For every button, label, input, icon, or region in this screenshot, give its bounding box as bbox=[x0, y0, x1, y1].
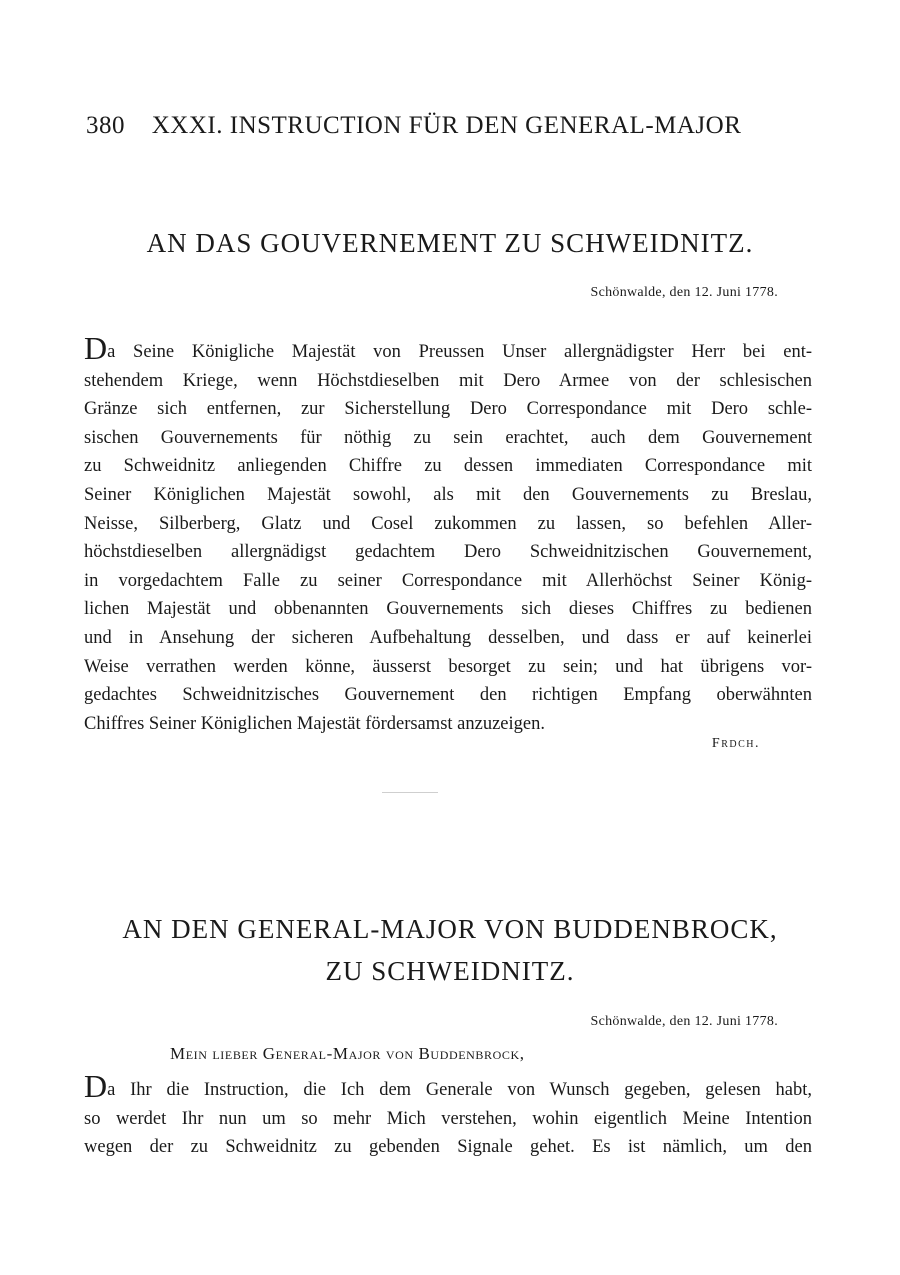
body-line: Gränze sich entfernen, zur Sicherstellung Dero Correspondance mit Dero schle- bbox=[84, 399, 812, 420]
body-line: stehendem Kriege, wenn Höchstdieselben mit Dero Armee von der schlesischen bbox=[84, 370, 812, 391]
body-line: sischen Gouvernements für nöthig zu sein erachtet, auch dem Gouvernement bbox=[84, 427, 812, 448]
body-line: zu Schweidnitz anliegenden Chiffre zu dessen immediaten Correspondance mit bbox=[84, 456, 812, 477]
section2-heading-line1: AN DEN GENERAL-MAJOR VON BUDDENBROCK, bbox=[122, 914, 778, 944]
section2-body bbox=[84, 1068, 812, 1162]
body-line: Da Ihr die Instruction, die Ich dem Generale von Wunsch gegeben, gelesen habt, bbox=[84, 1068, 812, 1104]
salutation: Mein lieber General-Major von Buddenbrock, bbox=[170, 1044, 525, 1063]
body-line: Da Seine Königliche Majestät von Preussen Unser allergnädigster Herr bei ent- bbox=[84, 330, 812, 366]
body-line: in vorgedachtem Falle zu seiner Correspondance mit Allerhöchst Seiner König- bbox=[84, 570, 812, 591]
section1-heading: AN DAS GOUVERNEMENT ZU SCHWEIDNITZ. bbox=[146, 228, 754, 258]
section2-dateline: Schönwalde, den 12. Juni 1778. bbox=[590, 1014, 778, 1029]
body-line: Neisse, Silberberg, Glatz und Cosel zukommen zu lassen, so befehlen Aller- bbox=[84, 513, 812, 534]
body-line: gedachtes Schweidnitzisches Gouvernement den richtigen Empfang oberwähnten bbox=[84, 685, 812, 706]
drop-cap: D bbox=[84, 1068, 108, 1104]
body-line: lichen Majestät und obbenannten Gouvernements sich dieses Chiffres zu bedienen bbox=[84, 599, 812, 620]
drop-cap: D bbox=[84, 330, 108, 366]
running-head bbox=[86, 112, 806, 140]
running-head-title: XXXI. INSTRUCTION FÜR DEN GENERAL-MAJOR bbox=[151, 112, 742, 139]
section1-body bbox=[84, 330, 812, 738]
page-number: 380 bbox=[86, 112, 125, 139]
body-line: Chiffres Seiner Königlichen Majestät fördersamst anzuzeigen. bbox=[84, 713, 545, 734]
body-line: so werdet Ihr nun um so mehr Mich verstehen, wohin eigentlich Meine Intention bbox=[84, 1108, 812, 1129]
section2-heading-line2: ZU SCHWEIDNITZ. bbox=[325, 956, 575, 986]
body-line: Weise verrathen werden könne, äusserst besorget zu sein; und hat übrigens vor- bbox=[84, 656, 812, 677]
section1-dateline: Schönwalde, den 12. Juni 1778. bbox=[590, 285, 778, 300]
body-line: Seiner Königlichen Majestät sowohl, als mit den Gouvernements zu Breslau, bbox=[84, 484, 812, 505]
body-line: höchstdieselben allergnädigst gedachtem Dero Schweidnitzischen Gouvernement, bbox=[84, 542, 812, 563]
section-divider bbox=[382, 792, 438, 793]
signature: Frdch. bbox=[711, 736, 760, 751]
body-line: und in Ansehung der sicheren Aufbehaltung desselben, und dass er auf keinerlei bbox=[84, 627, 812, 648]
body-line: wegen der zu Schweidnitz zu gebenden Signale gehet. Es ist nämlich, um den bbox=[84, 1137, 812, 1158]
